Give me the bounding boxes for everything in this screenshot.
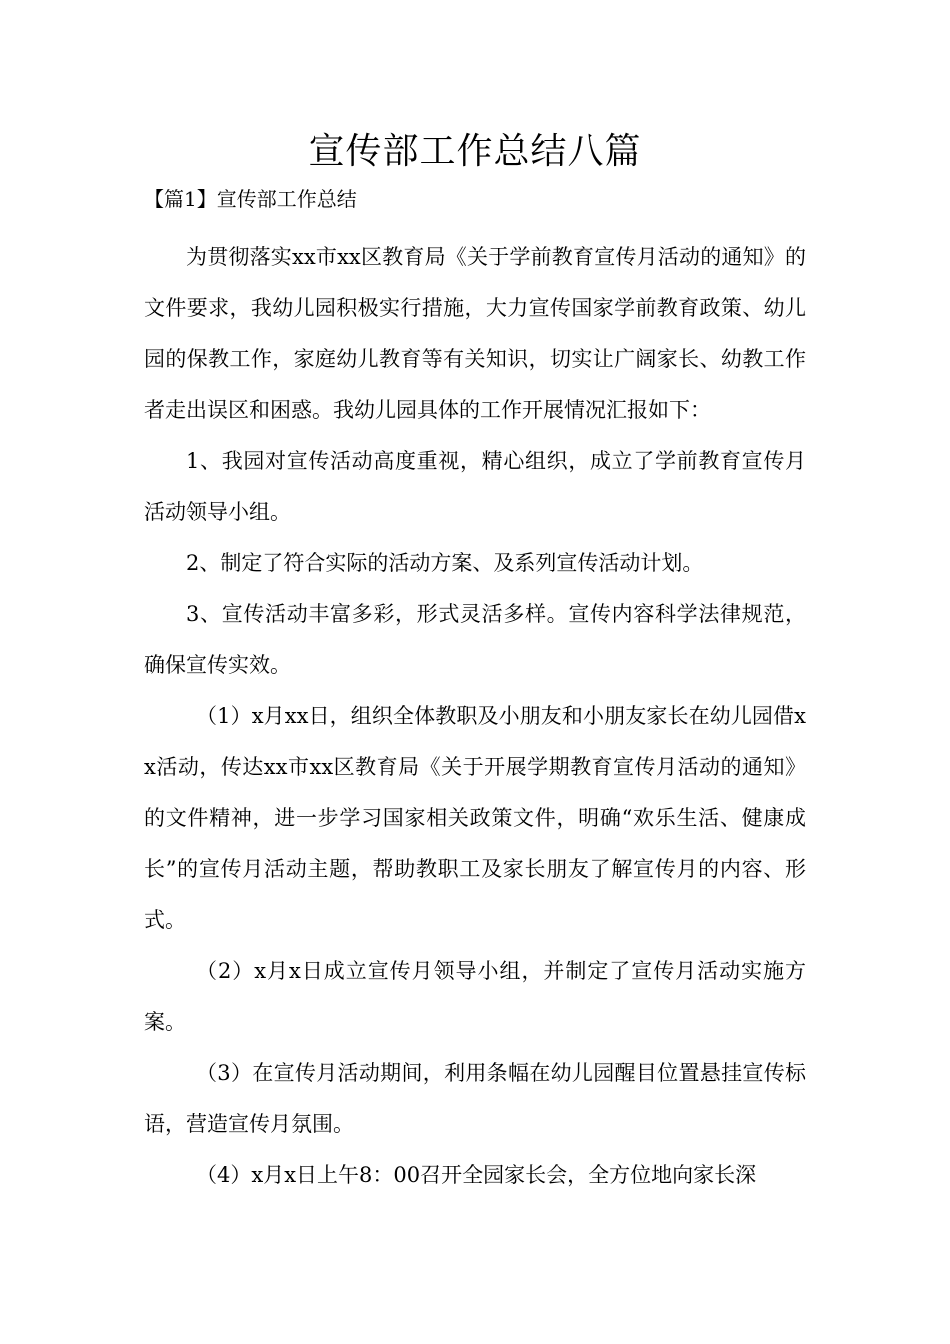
- paragraph-subitem-2: （2）x月x日成立宣传月领导小组，并制定了宣传月活动实施方案。: [144, 959, 806, 1034]
- paragraph-subitem-1: （1）x月xx日，组织全体教职及小朋友和小朋友家长在幼儿园借xx活动，传达xx市xx区教育局《关于开展学期教育宣传月活动的通知》的文件精神，进一步学习国家相关政策文件，明确“欢乐生活、健康成长”的宣传月活动主题，帮助教职工及家长朋友了解宣传月的内容、形式。: [144, 704, 806, 932]
- document-body: [144, 232, 806, 1201]
- paragraph-item-2: 2、制定了符合实际的活动方案、及系列宣传活动计划。: [186, 551, 704, 575]
- paragraph-subitem-4: （4）x月x日上午8：00召开全园家长会，全方位地向家长深: [196, 1163, 757, 1187]
- paragraph-intro: 为贯彻落实xx市xx区教育局《关于学前教育宣传月活动的通知》的文件要求，我幼儿园积极实行措施，大力宣传国家学前教育政策、幼儿园的保教工作，家庭幼儿教育等有关知识，切实让广阔家长、幼教工作者走出误区和困惑。我幼儿园具体的工作开展情况汇报如下：: [144, 245, 806, 422]
- section-heading: 【篇1】宣传部工作总结: [144, 187, 357, 211]
- paragraph-subitem-3: （3）在宣传月活动期间，利用条幅在幼儿园醒目位置悬挂宣传标语，营造宣传月氛围。: [144, 1061, 806, 1136]
- paragraph-item-3: 3、宣传活动丰富多彩，形式灵活多样。宣传内容科学法律规范，确保宣传实效。: [144, 602, 806, 677]
- document-title: 宣传部工作总结八篇: [308, 131, 642, 172]
- paragraph-item-1: 1、我园对宣传活动高度重视，精心组织，成立了学前教育宣传月活动领导小组。: [144, 449, 806, 524]
